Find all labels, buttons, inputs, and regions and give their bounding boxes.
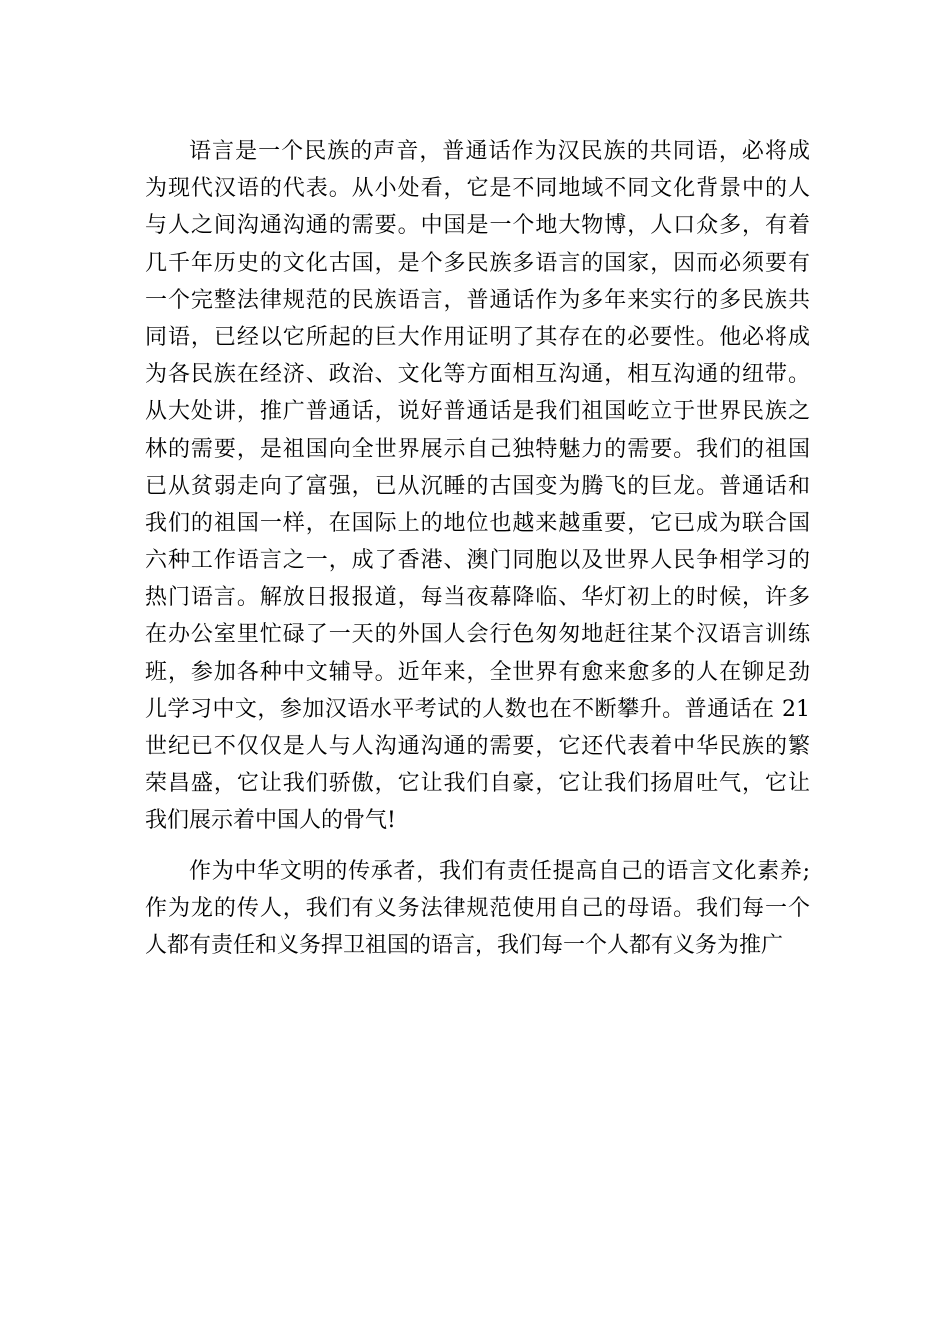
text-line: 语言是一个民族的声音，普通话作为汉民族的共同语，必将成 [189,139,810,164]
text-line: 为现代汉语的代表。从小处看，它是不同地域不同文化背景中的人 [145,176,810,202]
text-line: 作为中华文明的传承者，我们有责任提高自己的语言文化素养; [189,858,810,884]
document-body [145,133,810,964]
text-line: 热门语言。解放日报报道，每当夜幕降临、华灯初上的时候，许多 [145,585,810,611]
text-line: 荣昌盛，它让我们骄傲，它让我们自豪，它让我们扬眉吐气，它让 [145,771,810,797]
text-line: 世纪已不仅仅是人与人沟通沟通的需要，它还代表着中华民族的繁 [145,734,810,759]
paragraph [145,133,810,840]
text-line: 一个完整法律规范的民族语言，普通话作为多年来实行的多民族共 [145,287,810,313]
text-line: 已从贫弱走向了富强，已从沉睡的古国变为腾飞的巨龙。普通话和 [145,473,810,499]
paragraph-gap [145,840,810,853]
paragraph [145,853,810,965]
text-line: 为各民族在经济、政治、文化等方面相互沟通，相互沟通的纽带。 [145,362,810,388]
text-line: 六种工作语言之一，成了香港、澳门同胞以及世界人民争相学习的 [145,548,810,574]
text-line: 同语，已经以它所起的巨大作用证明了其存在的必要性。他必将成 [145,324,810,350]
text-line: 我们的祖国一样，在国际上的地位也越来越重要，它已成为联合国 [145,510,810,536]
text-line: 与人之间沟通沟通的需要。中国是一个地大物博，人口众多，有着 [145,213,810,239]
text-line: 人都有责任和义务捍卫祖国的语言，我们每一个人都有义务为推广 [145,932,784,958]
text-line: 儿学习中文，参加汉语水平考试的人数也在不断攀升。普通话在 21 [145,696,810,722]
text-line: 林的需要，是祖国向全世界展示自己独特魅力的需要。我们的祖国 [145,436,810,462]
text-line: 在办公室里忙碌了一天的外国人会行色匆匆地赶往某个汉语言训练 [145,622,810,648]
text-line: 我们展示着中国人的骨气! [145,808,396,834]
text-line: 从大处讲，推广普通话，说好普通话是我们祖国屹立于世界民族之 [145,399,810,425]
text-line: 几千年历史的文化古国，是个多民族多语言的国家，因而必须要有 [145,250,810,276]
text-line: 班，参加各种中文辅导。近年来，全世界有愈来愈多的人在铆足劲 [145,659,810,685]
text-line: 作为龙的传人，我们有义务法律规范使用自己的母语。我们每一个 [145,895,810,921]
